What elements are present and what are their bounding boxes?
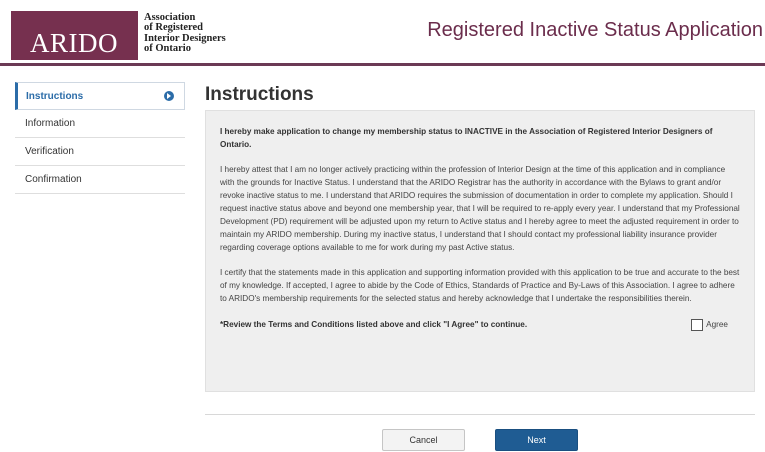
- logo-org-name: [144, 13, 226, 55]
- checkbox-box[interactable]: [691, 319, 703, 331]
- app-header: [0, 0, 765, 66]
- logo-line: Interior Designers: [144, 32, 226, 44]
- agree-checkbox[interactable]: [691, 318, 728, 331]
- logo-line: of Registered: [144, 22, 203, 34]
- next-button[interactable]: Next: [495, 429, 578, 451]
- cancel-button[interactable]: Cancel: [382, 429, 465, 451]
- sidebar-item-confirmation[interactable]: [15, 166, 185, 194]
- sidebar-item-label: Verification: [25, 146, 74, 157]
- terms-lead: I hereby make application to change my membership status to INACTIVE in the Association of Registered Interior Designers of Ontario.: [220, 127, 713, 149]
- review-instruction: *Review the Terms and Conditions listed above and click "I Agree" to continue.: [220, 320, 528, 329]
- sidebar-item-label: Instructions: [26, 91, 84, 102]
- sidebar-item-verification[interactable]: [15, 138, 185, 166]
- arido-logo: [11, 11, 138, 60]
- sidebar-item-label: Information: [25, 118, 76, 129]
- sidebar-item-label: Confirmation: [25, 174, 82, 185]
- agree-row: [220, 317, 740, 333]
- logo-line: Association: [144, 12, 196, 23]
- divider: [205, 414, 755, 415]
- application-title: Registered Inactive Status Application: [427, 19, 763, 41]
- logo-mark: ARIDO: [30, 28, 118, 58]
- terms-paragraph: I certify that the statements made in this application and supporting information provided with this application to be true and accurate to the best of my knowledge. If accepted, I agree to abide by the Code of Ethics, Standards of Practice and By-Laws of this Association. I agree to adhere to ARIDO's membership requirements for the selected status and hereby acknowledge that I undertake the responsibilities therein.: [220, 268, 740, 303]
- logo-line: of Ontario: [144, 43, 191, 55]
- main-content: [205, 84, 755, 392]
- page-title: Instructions: [205, 84, 314, 105]
- arrow-right-circle-icon: [164, 91, 174, 101]
- terms-panel: [205, 110, 755, 392]
- sidebar-item-information[interactable]: [15, 110, 185, 138]
- terms-paragraph: I hereby attest that I am no longer actively practicing within the profession of Interior Design at the time of this application and in compliance with the grounds for Inactive Status. I understand that the ARIDO Registrar has the authority in accordance with the Bylaws to grant and/or revoke inactive status to me. I understand that ARIDO requires the submission of documentation in order to complete my application. Should I request inactive status above and beyond one membership year, that I will be required to re-apply every year. I understand that my Professional Development (PD) requirement will be adjusted upon my return to Active status and I hereby agree to meet the adjusted requirement in order to maintain my ARIDO membership. During my inactive status, I understand that I should contact my professional liability insurance provider regarding coverage options available to me for work during my past Active status.: [220, 165, 740, 252]
- sidebar-item-instructions[interactable]: [15, 82, 185, 110]
- agree-label: Agree: [706, 320, 728, 329]
- step-sidebar: [15, 82, 185, 194]
